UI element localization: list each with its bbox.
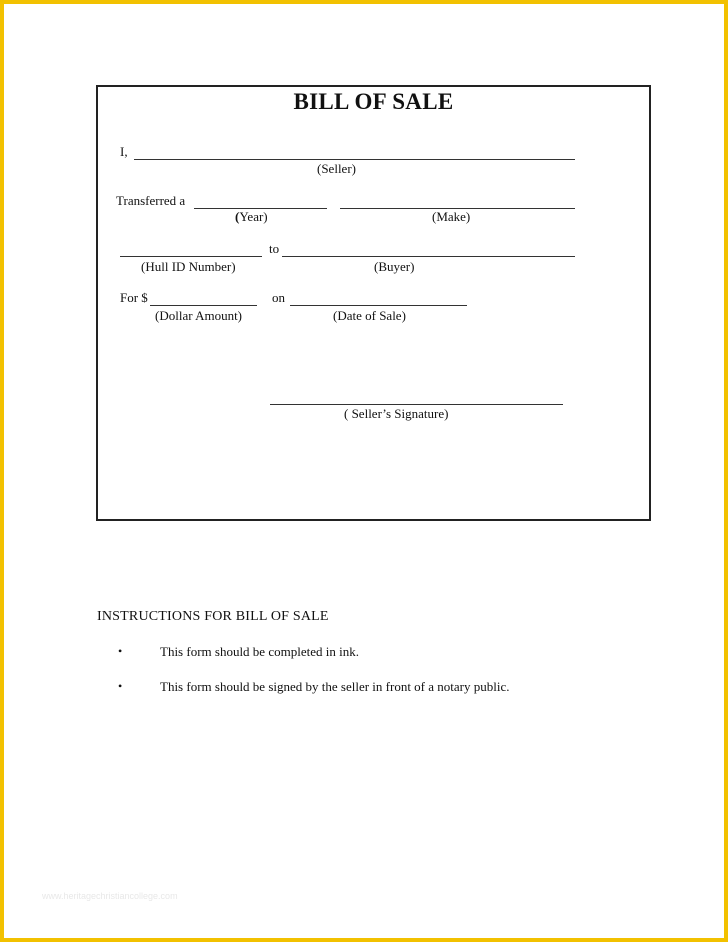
hull-id-caption: (Hull ID Number) <box>141 259 236 274</box>
make-caption: (Make) <box>432 209 471 224</box>
amount-prefix: For $ <box>120 290 148 305</box>
to-connector: to <box>269 241 280 256</box>
instructions-title: INSTRUCTIONS FOR BILL OF SALE <box>97 609 329 624</box>
year-caption-paren: ( <box>235 209 240 224</box>
on-connector: on <box>272 290 285 305</box>
year-caption <box>235 209 268 225</box>
date-of-sale-caption: (Date of Sale) <box>333 308 406 323</box>
signature-line[interactable] <box>270 404 563 405</box>
signature-caption: ( Seller’s Signature) <box>344 406 449 421</box>
bullet-icon: • <box>118 644 123 658</box>
form-title: BILL OF SALE <box>293 89 454 114</box>
instruction-text: This form should be completed in ink. <box>160 644 359 659</box>
dollar-amount-line[interactable] <box>150 305 257 306</box>
instruction-text: This form should be signed by the seller in front of a notary public. <box>160 679 510 694</box>
hull-id-line[interactable] <box>120 256 262 257</box>
date-of-sale-line[interactable] <box>290 305 467 306</box>
bill-of-sale-form <box>96 85 651 521</box>
seller-prefix: I, <box>120 144 128 159</box>
seller-line[interactable] <box>134 159 575 160</box>
seller-caption: (Seller) <box>317 161 356 176</box>
dollar-amount-caption: (Dollar Amount) <box>155 308 243 323</box>
year-caption-rest: Year) <box>239 209 268 224</box>
watermark: www.heritagechristiancollege.com <box>42 891 178 901</box>
buyer-line[interactable] <box>282 256 575 257</box>
buyer-caption: (Buyer) <box>374 259 415 274</box>
transferred-prefix: Transferred a <box>116 193 186 208</box>
bullet-icon: • <box>118 679 123 693</box>
